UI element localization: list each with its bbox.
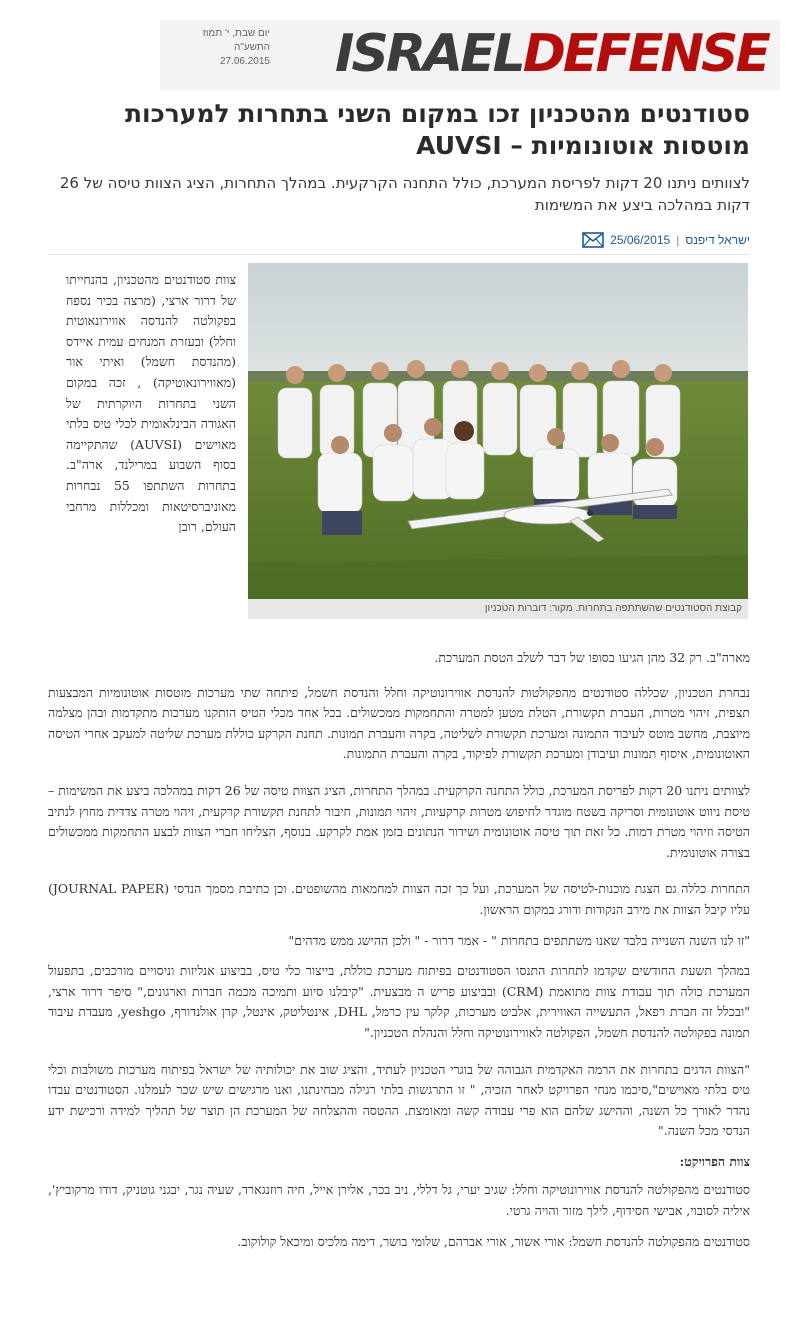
body-paragraph-1: נבחרת הטכניון, שכללה סטודנטים מהפקולטות להנדסת אווירונוטיקה וחלל והנדסת חשמל, פיתחה שתי מערכות מוטסות אוטונומיות המבצעות תצפית, זיהוי מטרות, העברת תקשורת, הטלת מטען למטרה והתחמקות ממכשולים. בכל אחד מכלי הטיס הותקנו מערכות מתקדמות ובהן מצלמה מיוצבת, מחשב מוטס לעיבוד התמונה ומערכת תקשורת לשליטה, בקרה והעברת תמונות. תחנת הקרקע כוללת מערכת שליטה למעקב אחרי הטיסה האוטונומית, איסוף תמונות ועיבודן ומערכת תקשורת לפיקוד, בקרה והעברת התמונות.: [48, 684, 750, 762]
article-meta: [450, 230, 750, 250]
author-link[interactable]: ישראל דיפנס: [685, 233, 750, 247]
article-intro-column: צוות סטודנטים מהטכניון, בהנחייתו של דרור ארצי, (מרצה בכיר נספח בפקולטה להנדסה אווירונאוטית וחלל) ובעזרת המנחים עמית איידס (מהנדסת חשמל) ואיתי אור (מאווירונאוטיקה) , זכה במקום השני בתחרות היוקרתית של האגודה הבינלאומית לכלי טיס בלתי מאוישים (AUVSI) שהתקיימה בסוף השבוע במרילנד, ארה"ב. בתחרות השתתפו 55 נבחרות מאוניברסיטאות ומכללות מרחבי העולם, רובן: [66, 272, 236, 535]
body-paragraph-2: לצוותים ניתנו 20 דקות לפריסת המערכת, כולל התחנה הקרקעית. במהלך התחרות, הציג הצוות טיסה של 26 דקות במהלכה ביצע את המשימות – טיסת ניווט אוטונומית וסריקה בשטח מוגדר לחיפוש מטרות קרקעיות, זיהוי תמונות, חיבור לתחנת תקשורת קרקעית, זיהוי מטרה צדדית מחוץ לנתיב הטיסה וזיהוי מטרת דמות. כל זאת תוך טיסה אוטונומית ושידור הנתונים בזמן אמת לקרקע. בנוסף, הצליחו חברי הצוות לבצע התחמקות ממכשולים בצורה אוטונומית.: [48, 782, 750, 860]
team-aero-students: סטודנטים מהפקולטה להנדסת אווירונוטיקה וחלל: שגיב יערי, גל דללי, ניב בכר, אלירן אייל, חיה רוזנגארד, שעיה נגר, יבגני גוטניק, דודו מרקוביץ', איליה לסובוי, אבישי חסידוף, לילך מזור והויה גרטי.: [48, 1182, 750, 1219]
header-date: [166, 27, 270, 69]
mail-icon[interactable]: [582, 232, 604, 248]
team-ee-students: סטודנטים מהפקולטה להנדסת חשמל: אורי אשור, אורי אברהם, שלומי בושר, דימה מלכיס ומיכאל קולוקוב.: [237, 1233, 750, 1249]
body-paragraph-6: "הצוות הדגים בתחרות את הרמה האקדמית הגבוהה של בוגרי הטכניון לעתיד, והציג שוב את יכולותיה של ישראל בפיתוח מערכות משולבות וכלי טיס בלתי מאוישים",סיכמו מנחי הפרויקט לאחר הזכיה, " זו התרגשות בלתי רגילה מבחינתנו, ואנו מרגישים שיש שכר לעמלנו. הסטודנטים עבדו נהדר לאורך כל השנה, וההישג שלהם הוא פרי עבודה קשה ומאומצת. ההטסה וההצלחה של המערכת הן תוצר של תהליך למידה ורכישת ידע הנדסי מכל השנה.": [48, 1061, 750, 1139]
article-photo: [248, 263, 748, 619]
team-heading: צוות הפרויקט:: [679, 1153, 750, 1169]
photo-caption: קבוצת הסטודנטים שהשתתפה בתחרות. מקור: דוברות הטכניון: [248, 599, 748, 619]
body-quote: "זו לנו השנה השנייה בלבד שאנו משתתפים בתחרות " - אמר דרור - " ולכן ההישג ממש מדהים": [288, 932, 750, 948]
publish-date: 25/06/2015: [610, 233, 671, 247]
header-date-gregorian: 27.06.2015: [219, 56, 270, 67]
article-lead: לצוותים ניתנו 20 דקות לפריסת המערכת, כולל התחנה הקרקעית. במהלך התחרות, הציג הצוות טיסה של 26 דקות במהלכה ביצע את המשימות: [59, 174, 750, 214]
site-logo[interactable]: [335, 24, 768, 84]
site-header: [160, 20, 780, 90]
body-paragraph-0: מארה"ב. רק 32 מהן הגיעו בסופו של דבר לשלב הטסת המערכת.: [434, 650, 750, 665]
header-divider: [48, 254, 750, 255]
logo-text-israel: ISRAEL: [335, 24, 523, 84]
logo-text-defense: DEFENSE: [522, 24, 768, 84]
meta-separator: |: [676, 233, 680, 247]
body-paragraph-5: במהלך תשעת החודשים שקדמו לתחרות התנסו הסטודנטים בפיתוח מערכת כוללת, בייצור כלי טיס, בביצוע אנליזות וניסויים מורכבים, בתפעול המערכת כולה תוך עבודת צוות מתואמת (CRM) ובביצוע פריש ה מבצעית. "קיבלנו סיוע ותמיכה מכמה חברות וארגונים," סיפר דרור ארצי, "ובכלל זה חברת רפאל, התעשייה האווירית, אלביט מערכות, קלקר עין כרמל, DHL, אינטליטק, אינטל, קרן אולנדורף, yeshgo, מעבדת עיבוד תמונה בפקולטה להנדסת חשמל, הפקולטה לאווירונוטיקה וחלל והנהלת הטכניון.": [48, 963, 750, 1040]
header-date-hebrew: יום שבת, י' תמוז התשע"ה: [202, 28, 270, 53]
article-title: סטודנטים מהטכניון זכו במקום השני בתחרות למערכות מוטסות אוטונומיות – AUVSI: [124, 99, 750, 160]
article-body: [48, 648, 750, 1268]
body-paragraph-3: התחרות כללה גם הצגת מוכנות-לטיסה של המערכת, ועל כך זכה הצוות למחמאות מהשופטים. וכן כתיבת מסמך הנדסי (JOURNAL PAPER) עליו קיבל הצוות את מירב הנקודות ודורג במקום הראשון.: [48, 881, 751, 917]
